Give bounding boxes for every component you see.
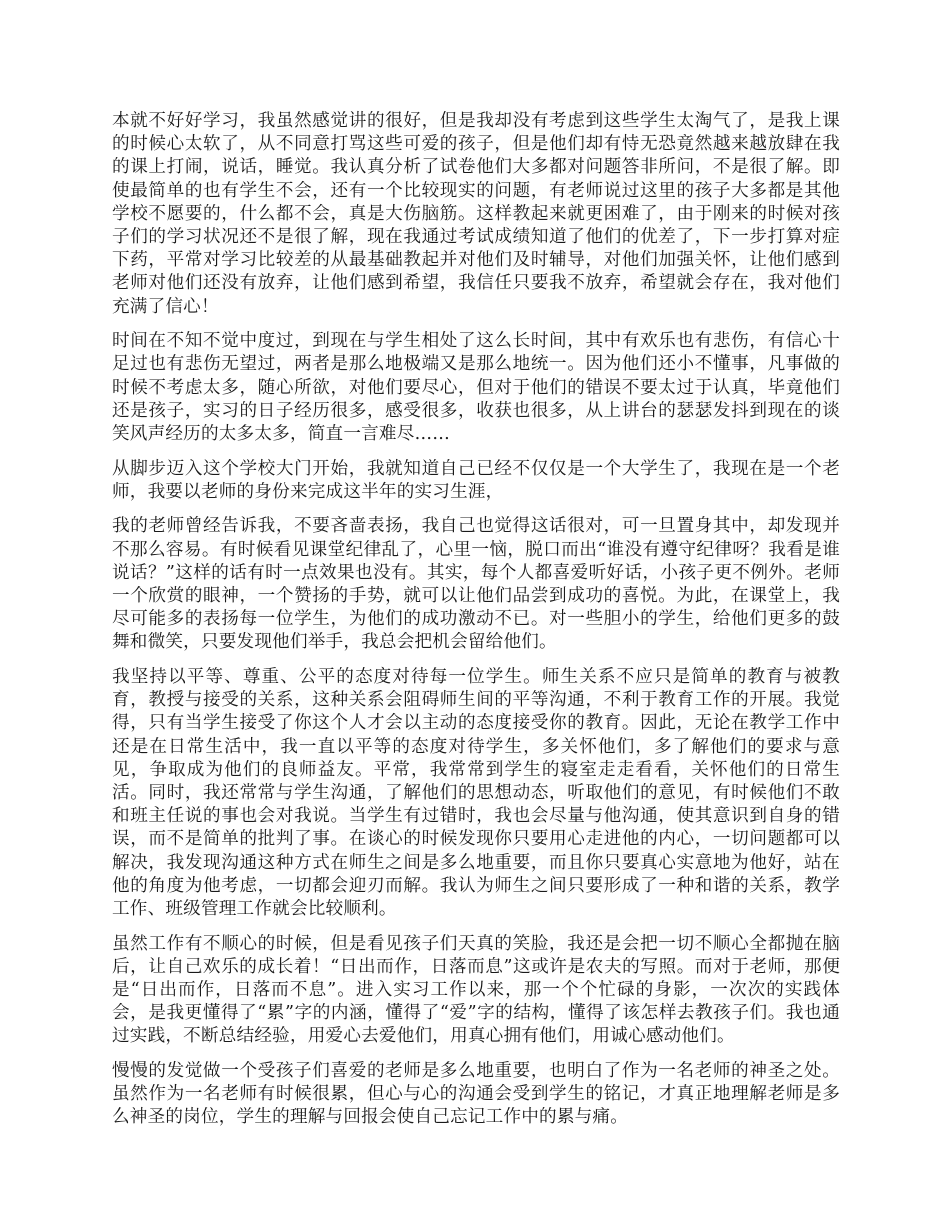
paragraph-2: 时间在不知不觉中度过，到现在与学生相处了这么长时间，其中有欢乐也有悲伤，有信心十足过也有悲伤无望过，两者是那么地极端又是那么地统一。因为他们还小不懂事，凡事做的时候不考虑太多，随心所欲，对他们要尽心，但对于他们的错误不要太过于认真，毕竟他们还是孩子，实习的日子经历很多，感受很多，收获也很多，从上讲台的瑟瑟发抖到现在的谈笑风声经历的太多太多，简直一言难尽…… (112, 331, 840, 445)
paragraph-3: 从脚步迈入这个学校大门开始，我就知道自己已经不仅仅是一个大学生了，我现在是一个老师，我要以老师的身份来完成这半年的实习生涯， (112, 458, 840, 502)
paragraph-6: 虽然工作有不顺心的时候，但是看见孩子们天真的笑脸，我还是会把一切不顺心全都抛在脑后，让自己欢乐的成长着！“日出而作，日落而息”这或许是农夫的写照。而对于老师，那便是“日出而作，日落而不息”。进入实习工作以来，那一个个忙碌的身影，一次次的实践体会，是我更懂得了“累”字的内涵，懂得了“爱”字的结构，懂得了该怎样去教孩子们。我也通过实践，不断总结经验，用爱心去爱他们，用真心拥有他们，用诚心感动他们。 (112, 933, 840, 1047)
document-body (112, 110, 840, 1141)
paragraph-1: 本就不好好学习，我虽然感觉讲的很好，但是我却没有考虑到这些学生太淘气了，是我上课的时候心太软了，从不同意打骂这些可爱的孩子，但是他们却有恃无恐竟然越来越放肆在我的课上打闹，说话，睡觉。我认真分析了试卷他们大多都对问题答非所问，不是很了解。即使最简单的也有学生不会，还有一个比较现实的问题，有老师说过这里的孩子大多都是其他学校不愿要的，什么都不会，真是大伤脑筋。这样教起来就更困难了，由于刚来的时候对孩子们的学习状况还不是很了解，现在我通过考试成绩知道了他们的优差了，下一步打算对症下药，平常对学习比较差的从最基础教起并对他们及时辅导，对他们加强关怀，让他们感到老师对他们还没有放弃，让他们感到希望，我信任只要我不放弃，希望就会存在，我对他们充满了信心！ (112, 111, 840, 317)
paragraph-4: 我的老师曾经告诉我，不要吝啬表扬，我自己也觉得这话很对，可一旦置身其中，却发现并不那么容易。有时候看见课堂纪律乱了，心里一恼，脱口而出“谁没有遵守纪律呀？我看是谁说话？”这样的话有时一点效果也没有。其实，每个人都喜爱听好话，小孩子更不例外。老师一个欣赏的眼神，一个赞扬的手势，就可以让他们品尝到成功的喜悦。为此，在课堂上，我尽可能多的表扬每一位学生，为他们的成功激动不已。对一些胆小的学生，给他们更多的鼓舞和微笑，只要发现他们举手，我总会把机会留给他们。 (112, 516, 840, 653)
paragraph-5: 我坚持以平等、尊重、公平的态度对待每一位学生。师生关系不应只是简单的教育与被教育，教授与接受的关系，这种关系会阻碍师生间的平等沟通，不利于教育工作的开展。我觉得，只有当学生接受了你这个人才会以主动的态度接受你的教育。因此，无论在教学工作中还是在日常生活中，我一直以平等的态度对待学生，多关怀他们，多了解他们的要求与意见，争取成为他们的良师益友。平常，我常常到学生的寝室走走看看，关怀他们的日常生活。同时，我还常常与学生沟通，了解他们的思想动态，听取他们的意见，有时候他们不敢和班主任说的事也会对我说。当学生有过错时，我也会尽量与他沟通，使其意识到自身的错误，而不是简单的批判了事。在谈心的时候发现你只要用心走进他的内心，一切问题都可以解决，我发现沟通这种方式在师生之间是多么地重要，而且你只要真心实意地为他好，站在他的角度为他考虑，一切都会迎刃而解。我认为师生之间只要形成了一种和谐的关系，教学工作、班级管理工作就会比较顺利。 (112, 667, 840, 920)
paragraph-7: 慢慢的发觉做一个受孩子们喜爱的老师是多么地重要，也明白了作为一名老师的神圣之处。虽然作为一名老师有时候很累，但心与心的沟通会受到学生的铭记，才真正地理解老师是多么神圣的岗位，学生的理解与回报会使自己忘记工作中的累与痛。 (112, 1061, 840, 1128)
